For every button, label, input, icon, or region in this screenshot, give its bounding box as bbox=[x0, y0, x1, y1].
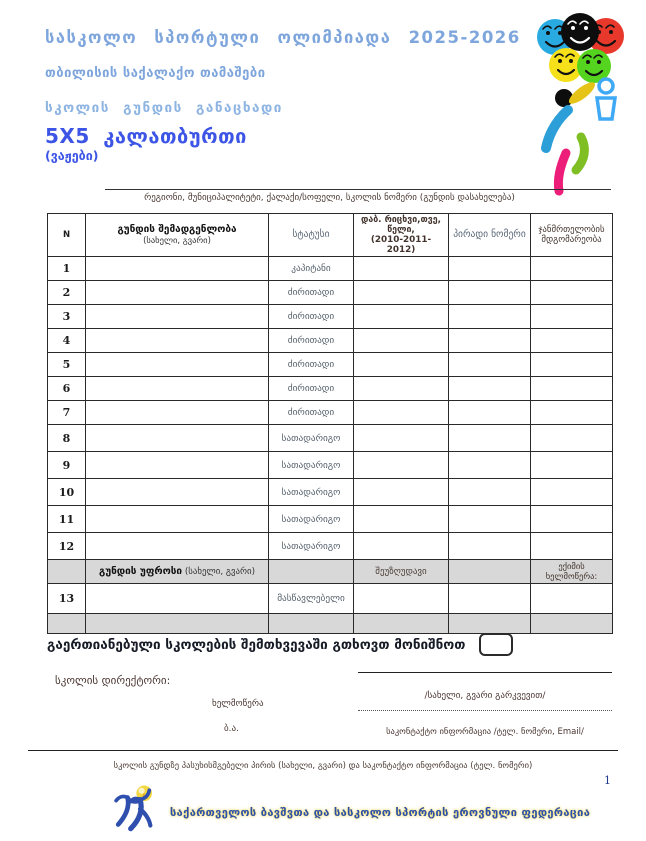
player-name-cell[interactable] bbox=[86, 329, 269, 353]
contact-fill-line[interactable] bbox=[358, 710, 612, 711]
status-cell: მასწავლებელი bbox=[269, 584, 354, 614]
player-name-cell[interactable] bbox=[86, 584, 269, 614]
health-cell[interactable] bbox=[531, 377, 613, 401]
footer-empty-cell bbox=[449, 614, 531, 634]
region-fill-line[interactable] bbox=[105, 189, 611, 190]
dob-cell[interactable] bbox=[354, 506, 449, 533]
director-name-fill-line[interactable] bbox=[358, 672, 612, 673]
table-footer-row bbox=[48, 614, 613, 634]
health-cell[interactable] bbox=[531, 281, 613, 305]
health-cell[interactable] bbox=[531, 329, 613, 353]
health-cell[interactable] bbox=[531, 353, 613, 377]
doctor-signature-label: ექიმის ხელმოწერა: bbox=[531, 560, 613, 584]
team-leader-label: გუნდის უფროსი (სახელი, გვარი) bbox=[86, 560, 269, 584]
merged-schools-row bbox=[47, 633, 612, 656]
table-row bbox=[48, 533, 613, 560]
personal-number-cell[interactable] bbox=[449, 281, 531, 305]
row-number: 9 bbox=[48, 452, 86, 479]
personal-number-cell[interactable] bbox=[449, 584, 531, 614]
dob-cell[interactable] bbox=[354, 425, 449, 452]
personal-number-cell[interactable] bbox=[449, 425, 531, 452]
table-row bbox=[48, 479, 613, 506]
personal-number-cell[interactable] bbox=[449, 353, 531, 377]
table-row bbox=[48, 425, 613, 452]
dob-cell[interactable] bbox=[354, 377, 449, 401]
player-name-cell[interactable] bbox=[86, 305, 269, 329]
team-leader-header-row bbox=[48, 560, 613, 584]
bottom-divider bbox=[28, 750, 618, 751]
row-number: 13 bbox=[48, 584, 86, 614]
col-header-dob: დაბ. რიცხვი,თვე, წელი, (2010-2011-2012) bbox=[354, 214, 449, 257]
status-cell: ძირითადი bbox=[269, 281, 354, 305]
athlete-figure-icon bbox=[546, 79, 598, 191]
leader-empty-cell bbox=[48, 560, 86, 584]
status-cell: სათადარიგო bbox=[269, 533, 354, 560]
footer-empty-cell bbox=[269, 614, 354, 634]
health-cell[interactable] bbox=[531, 452, 613, 479]
status-cell: სათადარიგო bbox=[269, 506, 354, 533]
subtitle-application: სკოლის გუნდის განაცხადი bbox=[45, 100, 283, 116]
row-number: 5 bbox=[48, 353, 86, 377]
col-header-health: ჯანმრთელობის მდგომარეობა bbox=[531, 214, 613, 257]
table-row bbox=[48, 452, 613, 479]
table-row bbox=[48, 377, 613, 401]
row-number: 4 bbox=[48, 329, 86, 353]
row-number: 8 bbox=[48, 425, 86, 452]
signature-label: ხელმოწერა bbox=[212, 699, 264, 709]
status-cell: ძირითადი bbox=[269, 401, 354, 425]
player-name-cell[interactable] bbox=[86, 353, 269, 377]
subtitle-city-games: თბილისის საქალაქო თამაშები bbox=[45, 66, 266, 81]
row-number: 7 bbox=[48, 401, 86, 425]
federation-name: საქართველოს ბავშვთა და სასკოლო სპორტის ეროვნული ფედერაცია bbox=[170, 806, 591, 819]
player-name-cell[interactable] bbox=[86, 425, 269, 452]
status-cell: ძირითადი bbox=[269, 353, 354, 377]
health-cell[interactable] bbox=[531, 584, 613, 614]
page-number: 1 bbox=[604, 774, 611, 787]
player-name-cell[interactable] bbox=[86, 506, 269, 533]
roster-table bbox=[47, 213, 613, 634]
personal-number-cell[interactable] bbox=[449, 305, 531, 329]
merged-schools-checkbox[interactable] bbox=[479, 633, 513, 656]
status-cell: სათადარიგო bbox=[269, 425, 354, 452]
personal-number-cell[interactable] bbox=[449, 257, 531, 281]
player-name-cell[interactable] bbox=[86, 452, 269, 479]
table-row bbox=[48, 305, 613, 329]
table-row bbox=[48, 506, 613, 533]
row-number: 10 bbox=[48, 479, 86, 506]
olympic-smileys-logo bbox=[522, 10, 642, 200]
leader-empty-cell bbox=[269, 560, 354, 584]
col-header-name: გუნდის შემადგენლობა (სახელი, გვარი) bbox=[86, 214, 269, 257]
dob-cell[interactable] bbox=[354, 353, 449, 377]
region-caption: რეგიონი, მუნიციპალიტეტი, ქალაქი/სოფელი, სკოლის ნომერი (გუნდის დასახელება) bbox=[144, 193, 515, 203]
status-cell: სათადარიგო bbox=[269, 479, 354, 506]
dob-cell[interactable] bbox=[354, 533, 449, 560]
dob-cell[interactable] bbox=[354, 584, 449, 614]
status-cell: ძირითადი bbox=[269, 305, 354, 329]
player-name-cell[interactable] bbox=[86, 257, 269, 281]
table-row bbox=[48, 257, 613, 281]
status-cell: კაპიტანი bbox=[269, 257, 354, 281]
table-row bbox=[48, 281, 613, 305]
footer-empty-cell bbox=[354, 614, 449, 634]
table-row bbox=[48, 401, 613, 425]
personal-number-cell[interactable] bbox=[449, 377, 531, 401]
col-header-status: სტატუსი bbox=[269, 214, 354, 257]
health-cell[interactable] bbox=[531, 479, 613, 506]
seal-label: ბ.ა. bbox=[224, 724, 239, 734]
leader-dob-label: შეუზღუდავი bbox=[354, 560, 449, 584]
dob-cell[interactable] bbox=[354, 401, 449, 425]
name-clear-label: /სახელი, გვარი გარკვევით/ bbox=[424, 691, 546, 701]
health-cell[interactable] bbox=[531, 425, 613, 452]
dob-cell[interactable] bbox=[354, 305, 449, 329]
sport-title: 5X5 კალათბურთი bbox=[45, 124, 247, 148]
health-cell[interactable] bbox=[531, 401, 613, 425]
table-row bbox=[48, 584, 613, 614]
merged-schools-label: გაერთიანებული სკოლების შემთხვევაში გთხოვთ მონიშნოთ bbox=[47, 636, 466, 653]
player-name-cell[interactable] bbox=[86, 377, 269, 401]
player-name-cell[interactable] bbox=[86, 533, 269, 560]
row-number: 1 bbox=[48, 257, 86, 281]
basket-player-outline-icon bbox=[597, 79, 615, 119]
row-number: 3 bbox=[48, 305, 86, 329]
footer-empty-cell bbox=[531, 614, 613, 634]
dob-cell[interactable] bbox=[354, 452, 449, 479]
status-cell: ძირითადი bbox=[269, 377, 354, 401]
col-header-personal-number: პირადი ნომერი bbox=[449, 214, 531, 257]
federation-logo bbox=[114, 784, 166, 838]
dob-cell[interactable] bbox=[354, 329, 449, 353]
personal-number-cell[interactable] bbox=[449, 479, 531, 506]
col-header-n: N bbox=[62, 229, 71, 240]
health-cell[interactable] bbox=[531, 257, 613, 281]
status-cell: სათადარიგო bbox=[269, 452, 354, 479]
dob-cell[interactable] bbox=[354, 257, 449, 281]
leader-empty-cell bbox=[449, 560, 531, 584]
player-name-cell[interactable] bbox=[86, 401, 269, 425]
page-title: სასკოლო სპორტული ოლიმპიადა 2025-2026 bbox=[45, 28, 521, 47]
health-cell[interactable] bbox=[531, 533, 613, 560]
personal-number-cell[interactable] bbox=[449, 329, 531, 353]
table-row bbox=[48, 353, 613, 377]
smiley-black-icon bbox=[561, 13, 599, 51]
row-number: 11 bbox=[48, 506, 86, 533]
personal-number-cell[interactable] bbox=[449, 401, 531, 425]
player-name-cell[interactable] bbox=[86, 479, 269, 506]
player-name-cell[interactable] bbox=[86, 281, 269, 305]
responsible-person-note: სკოლის გუნდზე პასუხისმგებელი პირის (სახელი, გვარი) და საკონტაქტო ინფორმაცია (ტელ. ნომერი) bbox=[113, 761, 533, 771]
status-cell: ძირითადი bbox=[269, 329, 354, 353]
row-number: 2 bbox=[48, 281, 86, 305]
dancers-icon bbox=[116, 790, 150, 828]
footer-empty-cell bbox=[86, 614, 269, 634]
row-number: 12 bbox=[48, 533, 86, 560]
health-cell[interactable] bbox=[531, 506, 613, 533]
table-row bbox=[48, 329, 613, 353]
sport-subtitle: (ვაჟები) bbox=[45, 148, 99, 163]
personal-number-cell[interactable] bbox=[449, 452, 531, 479]
personal-number-cell[interactable] bbox=[449, 506, 531, 533]
personal-number-cell[interactable] bbox=[449, 533, 531, 560]
dob-cell[interactable] bbox=[354, 479, 449, 506]
table-header-row bbox=[48, 214, 613, 257]
footer-empty-cell bbox=[48, 614, 86, 634]
director-label: სკოლის დირექტორი: bbox=[55, 674, 171, 687]
dob-cell[interactable] bbox=[354, 281, 449, 305]
contact-info-label: საკონტაქტო ინფორმაცია /ტელ. ნომერი, Email/ bbox=[386, 727, 584, 737]
row-number: 6 bbox=[48, 377, 86, 401]
health-cell[interactable] bbox=[531, 305, 613, 329]
